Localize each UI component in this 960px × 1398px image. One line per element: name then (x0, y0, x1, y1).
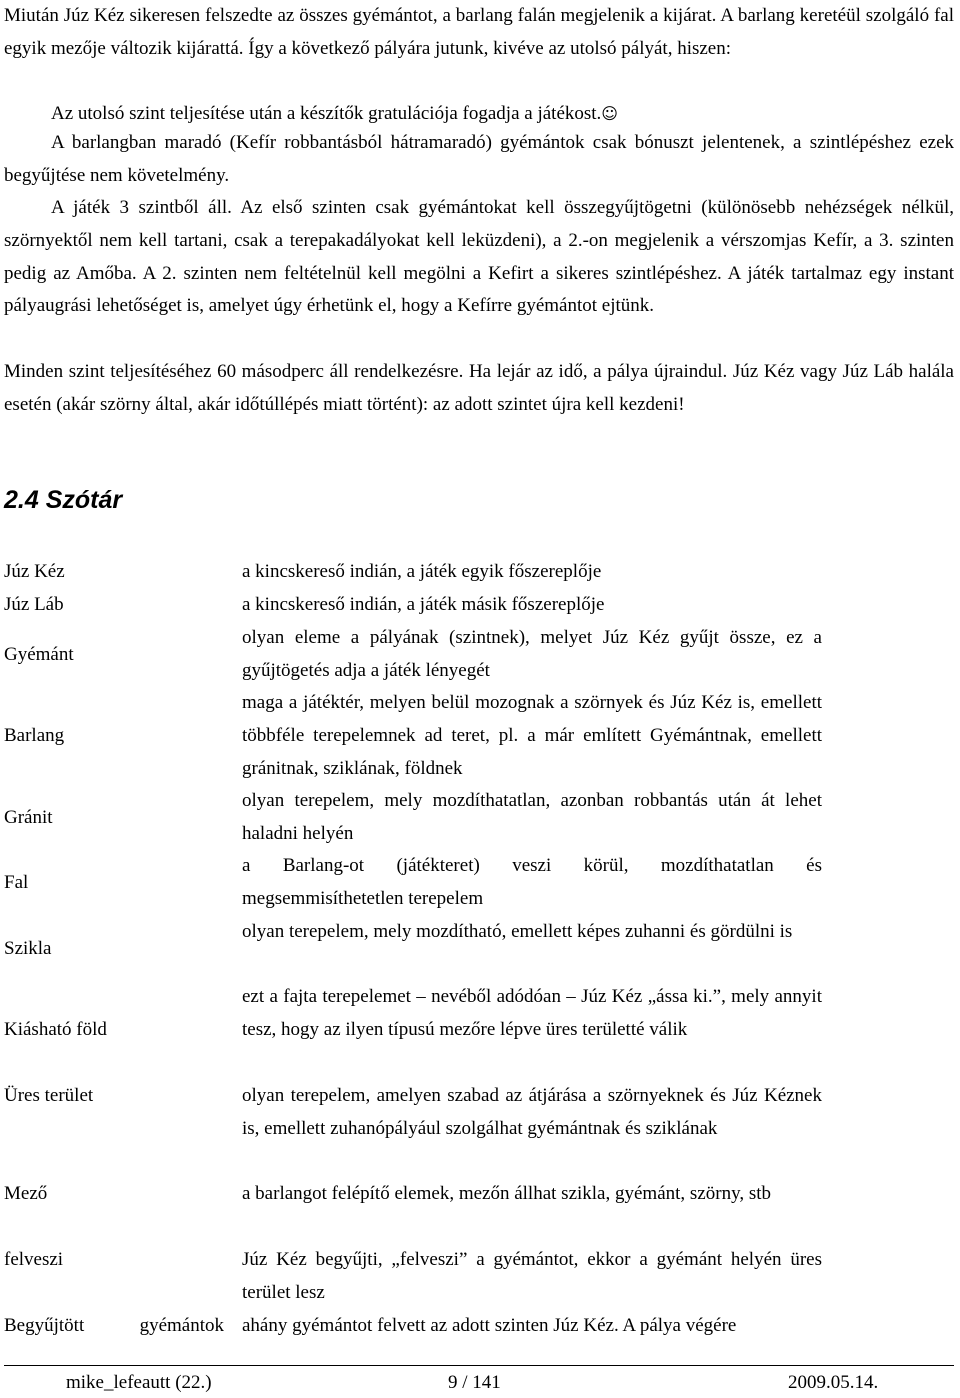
glossary-definition: olyan eleme a pályának (szintnek), melyet Júz Kéz gyűjt össze, ez a gyűjtögetés adja a játék lényegét (242, 627, 822, 681)
glossary-term (4, 1244, 229, 1277)
footer-divider (4, 1365, 954, 1366)
term-text: Begyűjtött (4, 1315, 85, 1337)
paragraph-last-level-text: Az utolsó szint teljesítése után a készítők gratulációja fogadja a játékost. (51, 103, 602, 124)
term-text: Júz Kéz (4, 561, 65, 583)
paragraph-bonus (4, 127, 954, 193)
glossary-definition: olyan terepelem, mely mozdítható, emellett képes zuhanni és gördülni is (242, 921, 793, 942)
term-text: felveszi (4, 1249, 64, 1271)
glossary-term (4, 1080, 229, 1113)
term-text: gyémántok (139, 1315, 224, 1337)
glossary-term (4, 785, 229, 851)
paragraph-bonus-text: A barlangban maradó (Kefír robbantásból hátramaradó) gyémántok csak bónuszt jelentenek, a szintlépéshez ezek begyűjtése nem követelmény. (4, 132, 954, 186)
glossary-term (4, 850, 229, 916)
glossary-term (4, 589, 229, 622)
glossary-definition: ahány gyémántot felvett az adott szinten Júz Kéz. A pálya végére (242, 1315, 737, 1336)
smiley-icon: ☺ (601, 104, 618, 123)
footer-page-number: 9 / 141 (448, 1372, 501, 1393)
glossary-term (4, 1310, 224, 1343)
paragraph-time (4, 356, 954, 422)
glossary-definition: maga a játéktér, melyen belül mozognak a szörnyek és Júz Kéz is, emellett többféle terepelemnek ad teret, pl. a már említett Gyémántnak, emellett gránitnak, sziklának, földnek (242, 692, 822, 779)
glossary-definition: Júz Kéz begyűjti, „felveszi” a gyémántot, ekkor a gyémánt helyén üres terület lesz (242, 1249, 822, 1303)
term-text: Szikla (4, 937, 52, 959)
term-text: Üres terület (4, 1085, 94, 1107)
footer-author: mike_lefeautt (22.) (66, 1372, 212, 1393)
glossary-definition: olyan terepelem, amelyen szabad az átjárása a szörnyeknek és Júz Kéznek is, emellett zuhanópályául szolgálhat gyémántnak és sziklának (242, 1085, 822, 1139)
glossary-term (4, 916, 229, 982)
footer-date: 2009.05.14. (788, 1372, 879, 1393)
term-text: Barlang (4, 724, 65, 746)
paragraph-last-level (4, 98, 954, 131)
term-text: Júz Láb (4, 594, 64, 616)
term-text: Gyémánt (4, 643, 74, 665)
glossary-term (4, 556, 229, 589)
glossary-definition: ezt a fajta terepelemet – nevéből adódóan – Júz Kéz „ássa ki.”, mely annyit tesz, hogy az ilyen típusú mezőre lépve üres területté válik (242, 986, 822, 1040)
paragraph-levels (4, 192, 954, 323)
glossary-definition: olyan terepelem, mely mozdíthatatlan, azonban robbantás után át lehet haladni helyén (242, 790, 822, 844)
paragraph-exit-text: Miután Júz Kéz sikeresen felszedte az összes gyémántot, a barlang falán megjelenik a kijárat. A barlang keretéül szolgáló fal egyik mezője változik kijárattá. Így a következő pályára jutunk, kivéve az utolsó pályát, hiszen: (4, 5, 954, 59)
section-title: 2.4 Szótár (4, 486, 123, 514)
term-text: Kiásható föld (4, 1018, 107, 1040)
paragraph-exit (4, 0, 954, 66)
glossary-definition: a Barlang-ot (játékteret) veszi körül, mozdíthatatlan és megsemmisíthetetlen terepelem (242, 855, 822, 909)
glossary-definition: a barlangot felépítő elemek, mezőn állhat szikla, gyémánt, szörny, stb (242, 1183, 772, 1204)
glossary-term (4, 1178, 229, 1211)
glossary-term (4, 981, 229, 1079)
glossary-definition: a kincskereső indián, a játék másik főszereplője (242, 594, 605, 615)
term-text: Mező (4, 1183, 48, 1205)
term-text: Fal (4, 871, 29, 893)
term-text: Gránit (4, 806, 53, 828)
glossary-definition: a kincskereső indián, a játék egyik főszereplője (242, 561, 602, 582)
glossary-term (4, 687, 229, 785)
paragraph-levels-text: A játék 3 szintből áll. Az első szinten csak gyémántokat kell összegyűjtögetni (különösebb nehézségek nélkül, szörnyektől nem kell tartani, csak a terepakadályokat kell leküzdeni), a 2.-on megjelenik a vérszomjas Kefír, a 3. szinten pedig az Amőba. A 2. szinten nem feltételnül kell megölni a Kefirt a sikeres szintlépéshez. A játék tartalmaz egy instant pályaugrási lehetőséget is, amelyet úgy érhetünk el, hogy a Kefírre gyémántot ejtünk. (4, 197, 954, 317)
paragraph-time-text: Minden szint teljesítéséhez 60 másodperc áll rendelkezésre. Ha lejár az idő, a pálya újraindul. Júz Kéz vagy Júz Láb halála esetén (akár szörny által, akár időtúllépés miatt történt): az adott szintet újra kell kezdeni! (4, 361, 954, 415)
glossary-term (4, 622, 229, 688)
